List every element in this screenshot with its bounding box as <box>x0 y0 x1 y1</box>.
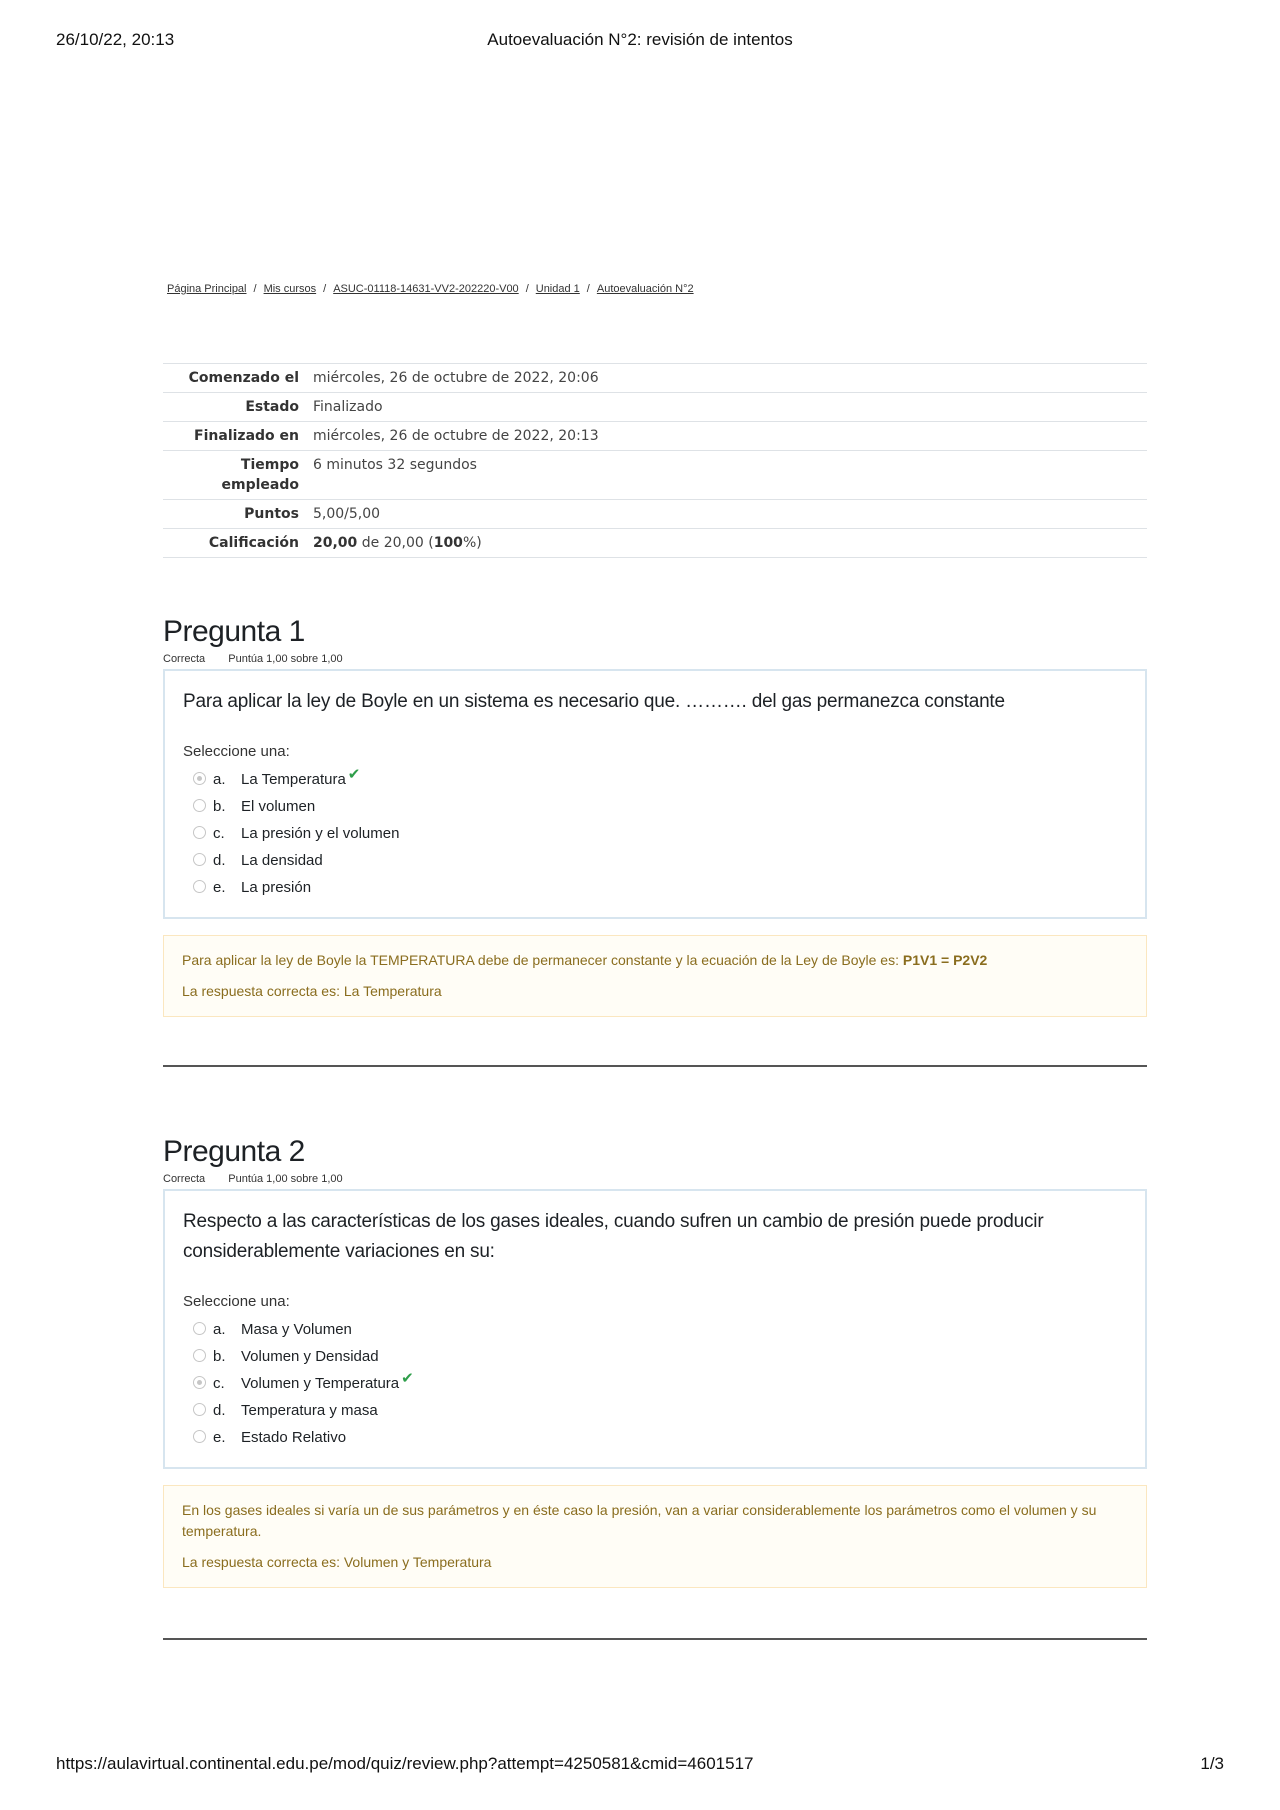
question-meta <box>163 653 1147 665</box>
question-prompt: Seleccione una: <box>183 743 290 760</box>
summary-value: 6 minutos 32 segundos <box>313 457 477 473</box>
question-1 <box>163 615 1147 1017</box>
summary-label: Estado <box>245 399 299 415</box>
right-answer: La respuesta correcta es: Volumen y Temperatura <box>182 1554 492 1570</box>
summary-grade <box>313 529 1147 558</box>
answer-option[interactable]: b. El volumen <box>183 793 1127 820</box>
answer-option[interactable]: a. Masa y Volumen <box>183 1316 1127 1343</box>
correct-check-icon: ✔ <box>401 1370 414 1387</box>
print-header <box>56 30 1224 54</box>
question-status: Correcta <box>163 653 206 665</box>
grade-percent: 100 <box>433 535 463 551</box>
summary-row <box>163 422 1147 451</box>
question-title: Pregunta 1 <box>163 615 305 648</box>
summary-label: Calificación <box>208 535 299 551</box>
radio-icon[interactable] <box>193 1349 206 1362</box>
breadcrumb: Página Principal / Mis cursos / ASUC-01118-14631-VV2-202220-V00 / Unidad 1 / Autoevaluación N°2 <box>167 283 694 295</box>
summary-label: Finalizado en <box>194 428 299 444</box>
question-content <box>163 669 1147 919</box>
radio-icon[interactable] <box>193 1430 206 1443</box>
breadcrumb-course[interactable]: ASUC-01118-14631-VV2-202220-V00 <box>333 283 519 295</box>
answer-options <box>183 766 1127 901</box>
grade-of: de 20,00 ( <box>361 535 434 551</box>
radio-icon[interactable] <box>193 880 206 893</box>
summary-row <box>163 364 1147 393</box>
summary-value: Finalizado <box>313 399 383 415</box>
answer-option[interactable]: e. La presión <box>183 874 1127 901</box>
print-footer <box>56 1754 1224 1778</box>
question-feedback <box>163 935 1147 1017</box>
correct-check-icon: ✔ <box>347 766 361 783</box>
summary-value: 5,00/5,00 <box>313 506 381 522</box>
right-answer: La respuesta correcta es: La Temperatura <box>182 983 442 999</box>
grade-value: 20,00 <box>313 535 358 551</box>
radio-icon[interactable] <box>193 799 206 812</box>
summary-value: miércoles, 26 de octubre de 2022, 20:13 <box>313 428 599 444</box>
question-divider <box>163 1065 1147 1067</box>
answer-option[interactable]: c. Volumen y Temperatura ✔ <box>183 1370 1127 1397</box>
print-title: Autoevaluación N°2: revisión de intentos <box>487 30 793 49</box>
question-2 <box>163 1135 1147 1588</box>
radio-icon[interactable] <box>193 1322 206 1335</box>
breadcrumb-unit[interactable]: Unidad 1 <box>535 283 580 295</box>
grade-close: %) <box>462 535 482 551</box>
summary-label: Tiempo empleado <box>221 457 299 493</box>
summary-value: miércoles, 26 de octubre de 2022, 20:06 <box>313 370 599 386</box>
question-status: Correcta <box>163 1173 206 1185</box>
summary-row <box>163 529 1147 558</box>
page-number: 1/3 <box>1200 1754 1224 1773</box>
print-date: 26/10/22, 20:13 <box>56 30 175 49</box>
print-url: https://aulavirtual.continental.edu.pe/mod/quiz/review.php?attempt=4250581&cmid=4601517 <box>56 1754 754 1773</box>
general-feedback: En los gases ideales si varía un de sus parámetros y en éste caso la presión, van a variar considerablemente los parámetros como el volumen y su temperatura. <box>182 1502 1097 1539</box>
answer-option[interactable]: d. La densidad <box>183 847 1127 874</box>
feedback-formula: P1V1 = P2V2 <box>902 952 988 968</box>
answer-option[interactable]: b. Volumen y Densidad <box>183 1343 1127 1370</box>
breadcrumb-my-courses[interactable]: Mis cursos <box>263 283 317 295</box>
answer-option[interactable]: e. Estado Relativo <box>183 1424 1127 1451</box>
question-feedback <box>163 1485 1147 1588</box>
answer-options <box>183 1316 1127 1451</box>
general-feedback: Para aplicar la ley de Boyle la TEMPERATURA debe de permanecer constante y la ecuación de la Ley de Boyle es: P1V1 = P2V2 <box>182 952 988 968</box>
radio-checked-icon[interactable] <box>193 772 206 785</box>
radio-checked-icon[interactable] <box>193 1376 206 1389</box>
question-text: Para aplicar la ley de Boyle en un sistema es necesario que. ………. del gas permanezca constante <box>183 691 1005 712</box>
question-meta <box>163 1173 1147 1185</box>
attempt-summary-table <box>163 363 1147 558</box>
question-divider <box>163 1638 1147 1640</box>
summary-row <box>163 393 1147 422</box>
question-score: Puntúa 1,00 sobre 1,00 <box>228 1173 343 1185</box>
answer-option[interactable]: a. La Temperatura ✔ <box>183 766 1127 793</box>
radio-icon[interactable] <box>193 826 206 839</box>
breadcrumb-home[interactable]: Página Principal <box>167 283 247 295</box>
summary-row <box>163 500 1147 529</box>
radio-icon[interactable] <box>193 853 206 866</box>
question-text: Respecto a las características de los gases ideales, cuando sufren un cambio de presión puede producir considerablemente variaciones en su: <box>183 1211 1044 1262</box>
answer-option[interactable]: c. La presión y el volumen <box>183 820 1127 847</box>
summary-label: Comenzado el <box>188 370 299 386</box>
question-score: Puntúa 1,00 sobre 1,00 <box>228 653 343 665</box>
answer-option[interactable]: d. Temperatura y masa <box>183 1397 1127 1424</box>
question-prompt: Seleccione una: <box>183 1293 290 1310</box>
summary-label: Puntos <box>244 506 299 522</box>
question-title: Pregunta 2 <box>163 1135 305 1168</box>
radio-icon[interactable] <box>193 1403 206 1416</box>
question-content <box>163 1189 1147 1469</box>
breadcrumb-quiz[interactable]: Autoevaluación N°2 <box>596 283 694 295</box>
summary-row <box>163 451 1147 500</box>
